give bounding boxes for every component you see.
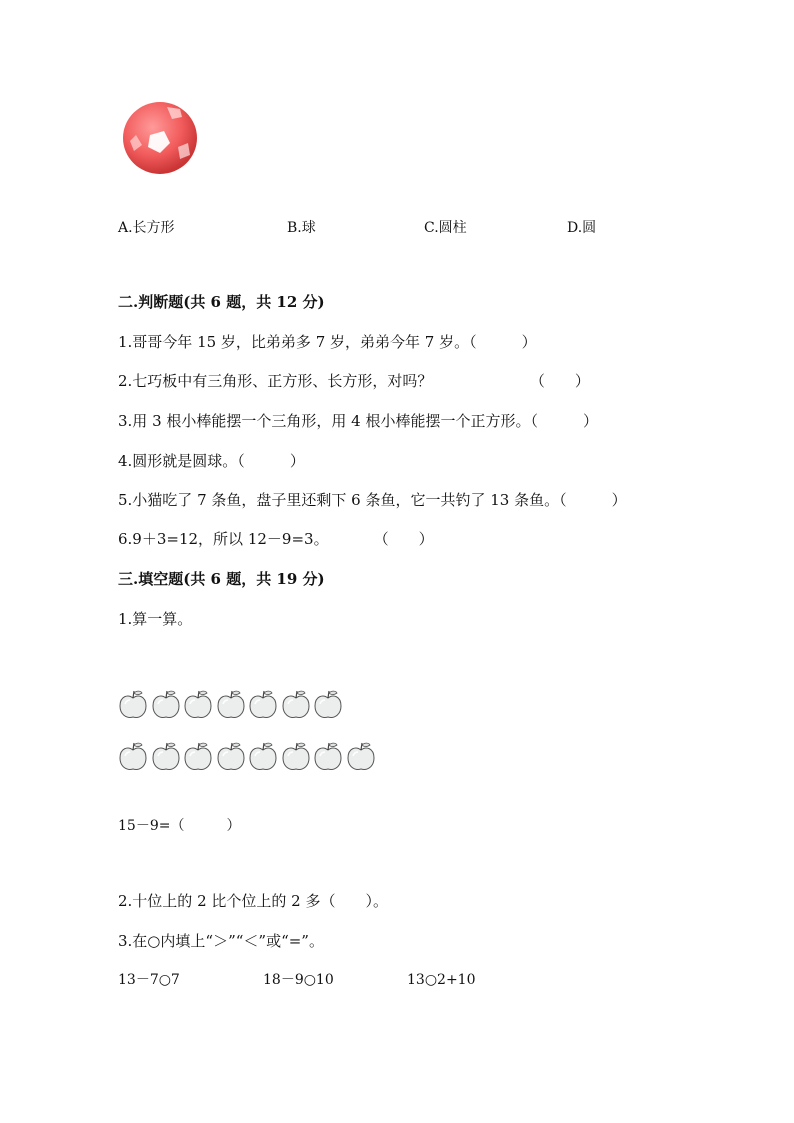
apple-icon [183, 740, 213, 772]
apple-icon [183, 688, 213, 720]
apple-icon [151, 740, 181, 772]
comparison-2: 18－9○10 [263, 972, 334, 988]
apple-icon [346, 740, 376, 772]
fill-question-3: 3.在○内填上“＞”“＜”或“=”。 [118, 932, 324, 950]
judge-item-2: 2.七巧板中有三角形、正方形、长方形，对吗？ （ ） [118, 372, 590, 390]
option-a: A.长方形 [118, 220, 175, 236]
comparison-3: 13○2+10 [407, 972, 476, 988]
answer-options [0, 218, 794, 240]
judge-item-4: 4.圆形就是圆球。（ ） [118, 452, 305, 470]
option-c: C.圆柱 [424, 220, 467, 236]
apple-icon [313, 740, 343, 772]
apple-icon [248, 688, 278, 720]
apple-icon [151, 688, 181, 720]
apple-icon [281, 740, 311, 772]
fill-question-2: 2.十位上的 2 比个位上的 2 多（ ）。 [118, 892, 388, 910]
apple-icon [118, 688, 148, 720]
option-d: D.圆 [567, 220, 597, 236]
apple-icon [248, 740, 278, 772]
fill-question-1-answer: 15－9=（ ） [118, 818, 241, 834]
judge-item-6: 6.9＋3=12，所以 12－9=3。 （ ） [118, 530, 434, 548]
judge-item-3: 3.用 3 根小棒能摆一个三角形，用 4 根小棒能摆一个正方形。（ ） [118, 412, 598, 430]
fill-question-1: 1.算一算。 [118, 610, 193, 628]
section-3-title: 三.填空题(共 6 题，共 19 分) [118, 570, 325, 588]
comparison-1: 13－7○7 [118, 972, 180, 988]
section-2-title: 二.判断题(共 6 题，共 12 分) [118, 293, 325, 311]
apple-icon [216, 740, 246, 772]
judge-item-5: 5.小猫吃了 7 条鱼，盘子里还剩下 6 条鱼，它一共钓了 13 条鱼。（ ） [118, 491, 627, 509]
apple-icon [216, 688, 246, 720]
apple-icon [118, 740, 148, 772]
apple-row-2 [118, 740, 388, 772]
apple-icon [281, 688, 311, 720]
ball-image [122, 101, 198, 175]
judge-item-1: 1.哥哥今年 15 岁，比弟弟多 7 岁，弟弟今年 7 岁。（ ） [118, 333, 537, 351]
apple-row-1 [118, 688, 358, 720]
option-b: B.球 [287, 220, 316, 236]
apple-icon [313, 688, 343, 720]
